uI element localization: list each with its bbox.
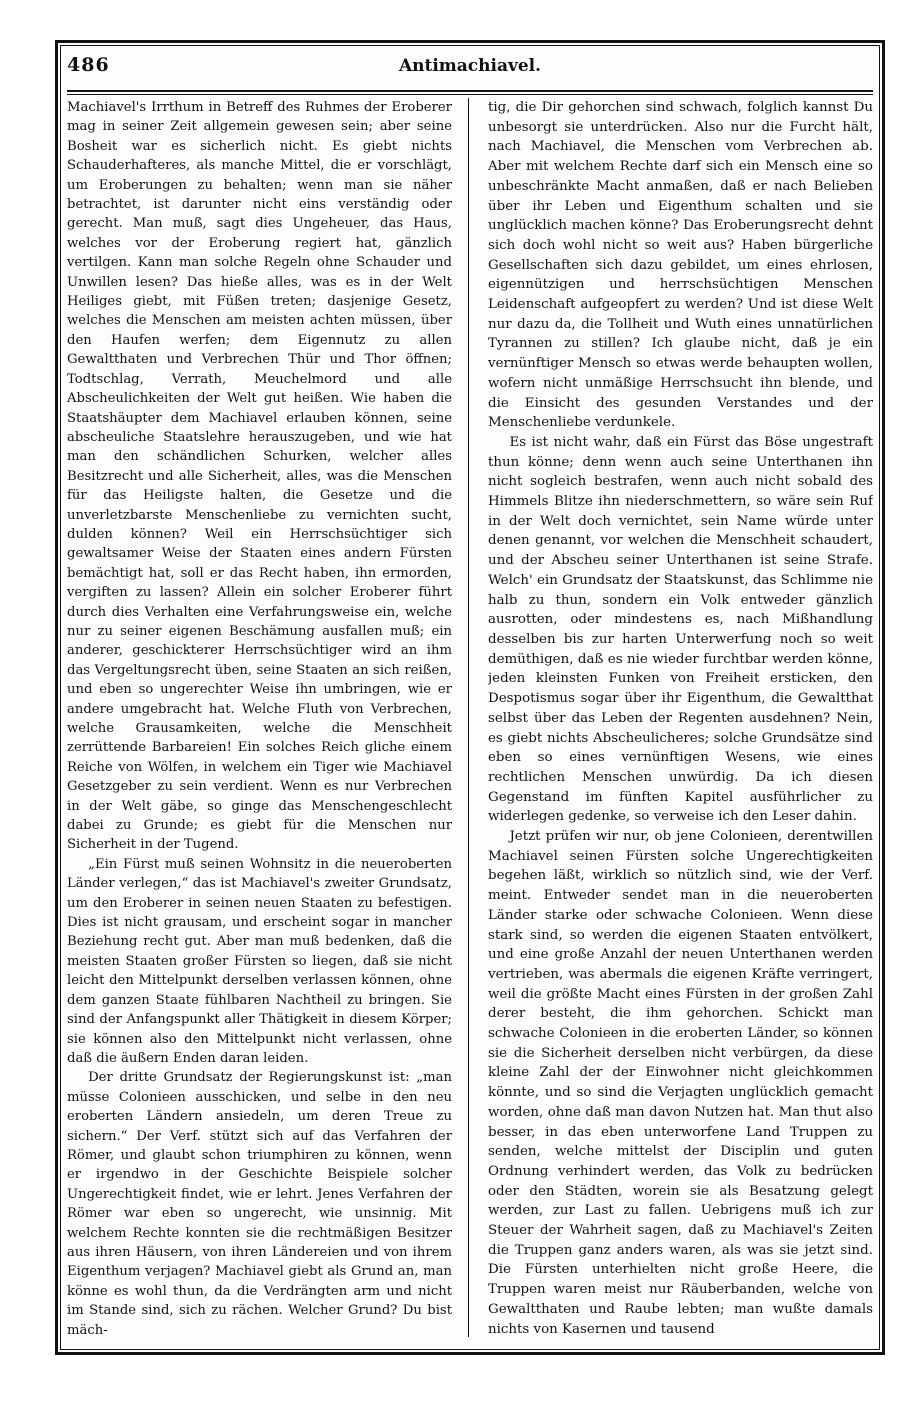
right-column [488, 98, 873, 1341]
page-header [67, 48, 873, 88]
paragraph: „Ein Fürst muß seinen Wohnsitz in die neueroberten Länder verlegen,“ das ist Machiavel's zweiter Grundsatz, um den Eroberer in seinen neuen Staaten zu befestigen. Dies ist nicht grausam, und erscheint sogar in mancher Beziehung recht gut. Aber man muß bedenken, daß die meisten Staaten großer Fürsten so liegen, daß sie nicht leicht den Mittelpunkt derselben verlassen können, ohne dem ganzen Staate fühlbaren Nachtheil zu bringen. Sie sind der Anfangspunkt aller Thätigkeit in diesem Körper; sie können also den Mittelpunkt nicht verlassen, ohne daß die äußern Enden daran leiden. [67, 856, 452, 1066]
header-rule-thin [67, 94, 873, 95]
paragraph: tig, die Dir gehorchen sind schwach, folglich kannst Du unbesorgt sie unterdrücken. Also nur die Furcht hält, nach Machiavel, die Menschen vom Verbrechen ab. Aber mit welchem Rechte darf sich ein Mensch eine so unbeschränkte Macht anmaßen, daß er nach Belieben über ihr Leben und Eigenthum schalten und sie unglücklich machen könne? Das Eroberungsrecht dehnt sich doch wohl nicht so weit aus? Haben bürgerliche Gesellschaften sich dazu gebildet, um eines ehrlosen, eigennützigen und herrschsüchtigen Menschen Leidenschaft aufgeopfert zu werden? Und ist diese Welt nur dazu da, die Tollheit und Wuth eines unnatürlichen Tyrannen zu stillen? Ich glaube nicht, daß je ein vernünftiger Mensch so etwas werde behaupten wollen, wofern nicht unmäßige Herrschsucht ihn blende, und die Einsicht des gesunden Verstandes und der Menschenliebe verdunkele. [488, 100, 873, 431]
paragraph: Der dritte Grundsatz der Regierungskunst ist: „man müsse Colonieen ausschicken, und selbe in den neu eroberten Ländern ansiedeln, um deren Treue zu sichern.“ Der Verf. stützt sich auf das Verfahren der Römer, und glaubt schon triumphiren zu können, wenn er irgendwo in der Geschichte Beispiele solcher Ungerechtigkeit findet, wie er lehrt. Jenes Verfahren der Römer war eben so ungerecht, wie unsinnig. Mit welchem Rechte konnten sie die rechtmäßigen Besitzer aus ihren Häusern, von ihren Ländereien und von ihrem Eigenthum verjagen? Machiavel giebt als Grund an, man könne es wohl thun, da die Verdrängten arm und nicht im Stande sind, sich zu rächen. Welcher Grund? Du bist mäch- [67, 1070, 452, 1338]
paragraph: Jetzt prüfen wir nur, ob jene Colonieen, derentwillen Machiavel seinen Fürsten solche Ungerechtigkeiten begehen läßt, wirklich so nützlich sind, wie der Verf. meint. Entweder sendet man in die neueroberten Länder starke oder schwache Colonieen. Wenn diese stark sind, so werden die eigenen Staaten entvölkert, und eine große Anzahl der neuen Unterthanen werden vertrieben, was abermals die eigenen Kräfte verringert, weil die größte Macht eines Fürsten in der großen Zahl derer besteht, die ihm gehorchen. Schickt man schwache Colonieen in die eroberten Länder, so können sie die Sicherheit derselben nicht verbürgen, da diese kleine Zahl der der Einwohner nicht gleichkommen könnte, und so sind die Verjagten unglücklich gemacht worden, ohne daß man davon Nutzen hat. Man thut also besser, in das eben unterworfene Land Truppen zu senden, welche mittelst der Disciplin und guten Ordnung verhindert werden, das Volk zu bedrücken oder den Städten, worein sie als Besatzung gelegt werden, zur Last zu fallen. Uebrigens muß ich zur Steuer der Wahrheit sagen, daß zu Machiavel's Zeiten die Truppen ganz anders waren, als was sie jetzt sind. Die Fürsten unterhielten nicht große Heere, die Truppen waren meist nur Räuberbanden, welche von Gewaltthaten und Raube lebten; man wußte damals nichts von Kasernen und tausend [488, 829, 873, 1337]
left-column [67, 98, 452, 1341]
paragraph: Machiavel's Irrthum in Betreff des Ruhmes der Eroberer mag in seiner Zeit allgemein gewesen sein; aber seine Bosheit war es sicherlich nicht. Es giebt nichts Schauderhafteres, als manche Mittel, die er vorschlägt, um Eroberungen zu behalten; wenn man sie näher betrachtet, ist darunter nicht eins verständig oder gerecht. Man muß, sagt dies Ungeheuer, das Haus, welches vor der Eroberung regiert hat, gänzlich vertilgen. Kann man solche Regeln ohne Schauder und Unwillen lesen? Das hieße alles, was es in der Welt Heiliges giebt, mit Füßen treten; dasjenige Gesetz, welches die Menschen am meisten achten müssen, über den Haufen werfen; dem Eigennutz zu allen Gewaltthaten und Verbrechen Thür und Thor öffnen; Todtschlag, Verrath, Meuchelmord und alle Abscheulichkeiten der Welt gut heißen. Wie haben die Staatshäupter dem Machiavel erlauben können, seine abscheuliche Staatslehre herauszugeben, und wie hat man den schändlichen Schurken, welcher alles Besitzrecht und alle Sicherheit, alles, was die Menschen für das Heiligste halten, die Gesetze und die unverletzbarste Menschenliebe zu vernichten sucht, dulden können? Weil ein Herrschsüchtiger sich gewaltsamer Weise der Staaten eines andern Fürsten bemächtigt hat, soll er das Recht haben, ihn ermorden, vergiften zu lassen? Allein ein solcher Eroberer führt durch dies Verhalten eine Verfahrungsweise ein, welche nur zu seiner eigenen Beschämung ausfallen muß; ein anderer, geschickterer Herrschsüchtiger wird an ihm das Vergeltungsrecht üben, seine Staaten an sich reißen, und eben so ungerechter Weise ihn umbringen, wie er andere umgebracht hat. Welche Fluth von Verbrechen, welche Grausamkeiten, welche die Menschheit zerrüttende Barbareien! Ein solches Reich gliche einem Reiche von Wölfen, in welchem ein Tiger wie Machiavel Gesetzgeber zu sein verdient. Wenn es nur Verbrechen in der Welt gäbe, so ginge das Menschengeschlecht dabei zu Grunde; es giebt für die Menschen nur Sicherheit in der Tugend. [67, 100, 452, 853]
paragraph: Es ist nicht wahr, daß ein Fürst das Böse ungestraft thun könne; denn wenn auch seine Unterthanen ihn nicht sogleich bestrafen, wenn auch nicht sobald des Himmels Blitze ihn niederschmettern, so wäre sein Ruf in der Welt doch vernichtet, sein Name würde unter denen genannt, vor welchen die Menschheit schaudert, und der Abscheu seiner Unterthanen ist seine Strafe. Welch' ein Grundsatz der Staatskunst, das Schlimme nie halb zu thun, sondern ein Volk entweder gänzlich ausrotten, oder mindestens es, nach Mißhandlung desselben bis zur harten Unterwerfung noch so weit demüthigen, daß es nie wieder furchtbar werden könne, jeden kleinsten Funken von Freiheit ersticken, den Despotismus sogar über ihr Eigenthum, die Gewaltthat selbst über das Leben der Regenten ausdehnen? Nein, es giebt nichts Abscheulicheres; solche Grundsätze sind eben so eines vernünftigen Wesens, wie eines rechtlichen Menschen unwürdig. Da ich diesen Gegenstand im fünften Kapitel ausführlicher zu widerlegen gedenke, so verweise ich den Leser dahin. [488, 434, 873, 825]
book-page [55, 40, 885, 1355]
column-divider [468, 98, 469, 1337]
page-number: 486 [67, 54, 110, 76]
header-rule [67, 90, 873, 92]
running-title: Antimachiavel. [398, 56, 542, 76]
